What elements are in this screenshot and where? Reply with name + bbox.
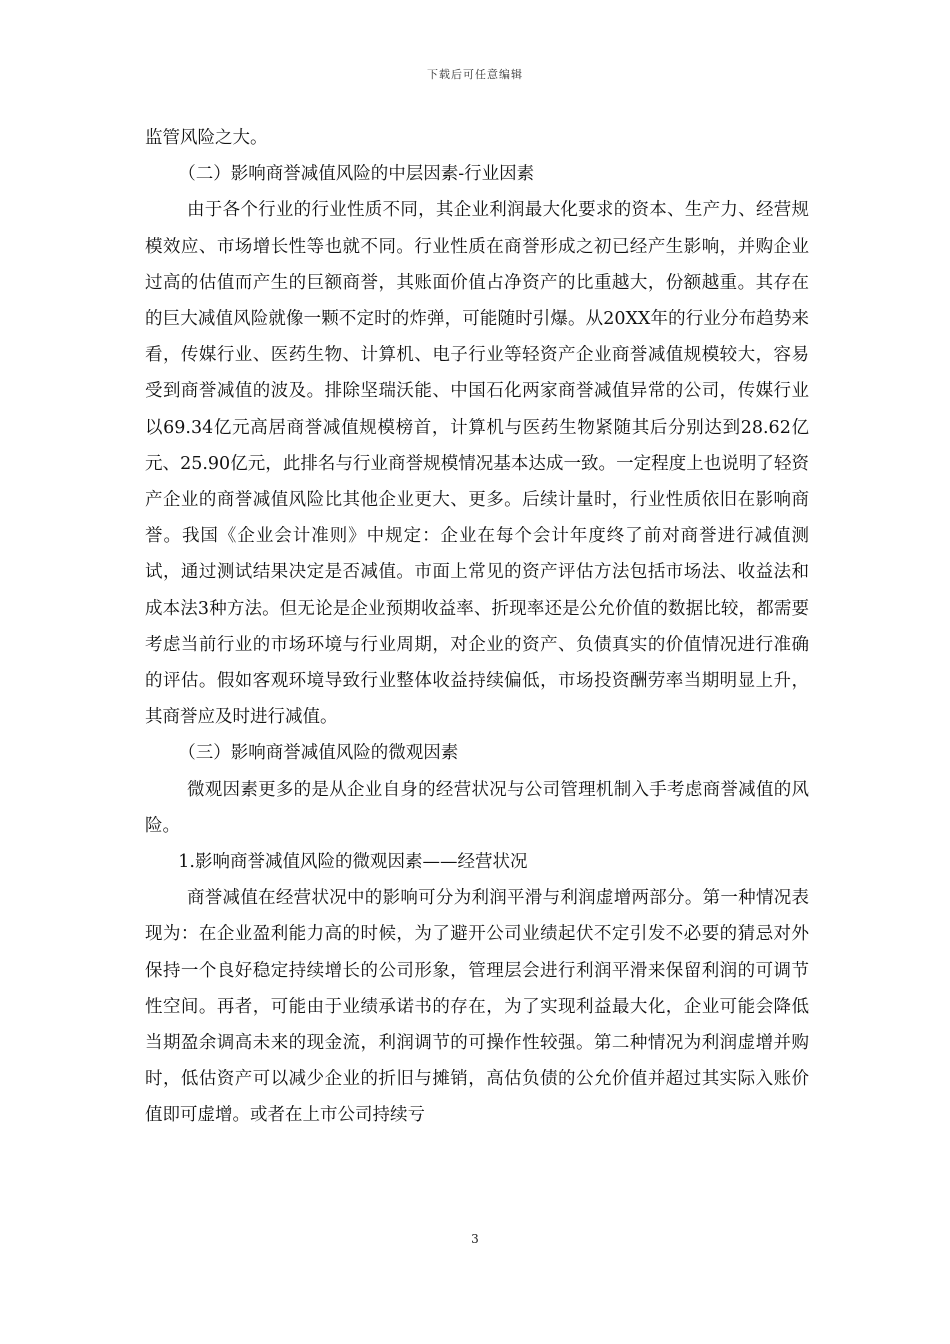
subsection-heading-1: 1.影响商誉减值风险的微观因素——经营状况 [178,852,528,873]
paragraph-operating-status: 商誉减值在经营状况中的影响可分为利润平滑与利润虚增两部分。第一种情况表现为：在企业盈利能力高的时候，为了避开公司业绩起伏不定引发不必要的猜忌对外保持一个良好稳定持续增长的公司形象，管理层会进行利润平滑来保留利润的可调节性空间。再者，可能由于业绩承诺书的存在，为了实现利益最大化，企业可能会降低当期盈余调高未来的现金流，利润调节的可操作性较强。第二种情况为利润虚增并购时，低估资产可以减少企业的折旧与摊销，高估负债的公允价值并超过其实际入账价值即可虚增。或者在上市公司持续亏 [145,888,809,1126]
paragraph-micro-factors: 微观因素更多的是从企业自身的经营状况与公司管理机制入手考虑商誉减值的风险。 [145,779,809,836]
section-heading-3: （三）影响商誉减值风险的微观因素 [178,743,459,764]
page-number: 3 [471,1232,479,1246]
paragraph-continuation: 监管风险之大。 [145,128,268,148]
body-text [145,120,809,1134]
page-header: 下载后可任意编辑 [427,68,523,81]
section-heading-2: （二）影响商誉减值风险的中层因素-行业因素 [178,164,535,185]
paragraph-industry-factors: 由于各个行业的行业性质不同，其企业利润最大化要求的资本、生产力、经营规模效应、市场增长性等也就不同。行业性质在商誉形成之初已经产生影响，并购企业过高的估值而产生的巨额商誉，其账面价值占净资产的比重越大，份额越重。其存在的巨大减值风险就像一颗不定时的炸弹，可能随时引爆。从20XX年的行业分布趋势来看，传媒行业、医药生物、计算机、电子行业等轻资产企业商誉减值规模较大，容易受到商誉减值的波及。排除坚瑞沃能、中国石化两家商誉减值异常的公司，传媒行业以69.34亿元高居商誉减值规模榜首，计算机与医药生物紧随其后分别达到28.62亿元、25.90亿元，此排名与行业商誉规模情况基本达成一致。一定程度上也说明了轻资产企业的商誉减值风险比其他企业更大、更多。后续计量时，行业性质依旧在影响商誉。我国《企业会计准则》中规定：企业在每个会计年度终了前对商誉进行减值测试，通过测试结果决定是否减值。市面上常见的资产评估方法包括市场法、收益法和成本法3种方法。但无论是企业预期收益率、折现率还是公允价值的数据比较，都需要考虑当前行业的市场环境与行业周期，对企业的资产、负债真实的价值情况进行准确的评估。假如客观环境导致行业整体收益持续偏低，市场投资酬劳率当期明显上升，其商誉应及时进行减值。 [145,200,809,728]
